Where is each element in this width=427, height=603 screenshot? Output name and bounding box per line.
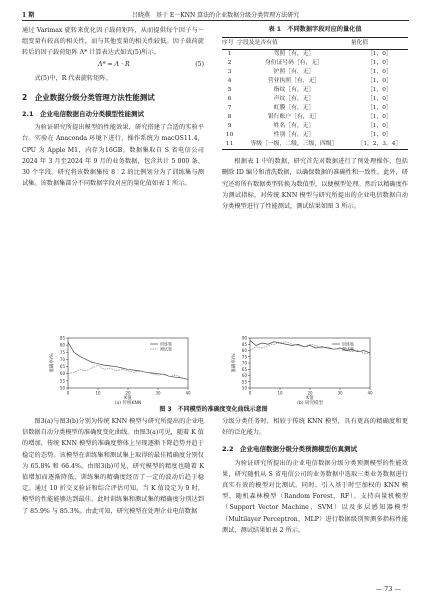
right-column-top xyxy=(222,24,408,212)
table-cell: 银行账户［有，无］ xyxy=(267,114,321,121)
paragraph: 分级分类任务时，相较于传统 KNN 模型，具有更高的精确度和更好的泛化能力。 xyxy=(222,418,408,437)
paragraph: 图3(a)与图3(b)分别为传统 KNN 模型与研究所提出的企业电信数据自动分类模型的准确度变化曲线。由图3(a)可见，随着 K 值的增加，传统 KNN 模型的准确度整体上呈现逐渐下降趋势并趋于稳定的态势。该模型在训练集和测试集上取得的最佳精确度分别仅为 65.8% 和 66.4%。由图3(b)可见，研究模型的精度也随着 K 值增加而逐渐降低，训练集的精确度经历了一定的波动后趋于稳定。通过 10 折交叉验证和综合评估可知，当 K 值设定为 9 时，模型的性能能够达到最佳。此时训练集和测试集的精确度分别达到了 85.9% 与 85.3%。由此可知，研究模型在处理企业电信数据 xyxy=(22,418,204,515)
y-axis-label: 准确率/% xyxy=(232,353,237,373)
y-tick-label: 70 xyxy=(241,360,247,366)
legend-label: 训练集 xyxy=(160,341,172,347)
right-column-bottom xyxy=(222,416,408,536)
table-cell: 营业执照［有，无］ xyxy=(267,78,321,85)
paragraph: 通过 Varimax 旋转来优化因子载荷矩阵，从而提供每个因子与一组变量有较高的相关性，而与其他变量的相关性较低。因子载荷旋转后的因子载荷矩阵 Λ* 计算表达式如式(5)所示。 xyxy=(22,27,204,57)
table-cell: 3 xyxy=(227,69,232,76)
y-tick-label: 55 xyxy=(59,378,65,384)
x-tick-label: 10 xyxy=(95,390,101,396)
subfigure-label: (a) 传统KNN xyxy=(114,401,142,406)
y-tick-label: 50 xyxy=(241,385,247,391)
table-cell: 性别［有，无］ xyxy=(273,132,315,139)
legend-label: 训练集 xyxy=(342,341,354,347)
quantization-table xyxy=(222,37,408,150)
series-line-test xyxy=(68,365,188,379)
table-cell: ［1，0］ xyxy=(367,78,392,85)
table-header: 量化值 xyxy=(351,38,408,50)
table-cell: 5 xyxy=(227,87,232,94)
equation-5 xyxy=(22,59,204,73)
legend-label: 测试集 xyxy=(160,346,172,352)
table-cell: ［1，2，3，4］ xyxy=(351,140,408,150)
figure-3-svg xyxy=(40,334,390,406)
table-cell: 9 xyxy=(227,123,232,130)
x-tick-label: 40 xyxy=(185,390,191,396)
y-tick-label: 65 xyxy=(59,364,65,370)
table-cell: ［1，0］ xyxy=(367,69,392,76)
y-axis-label: 准确率/% xyxy=(50,353,55,373)
table-cell: ［1，0］ xyxy=(367,132,392,139)
table-cell: 身份证号码［有，无］ xyxy=(264,60,323,67)
y-tick-label: 90 xyxy=(241,335,247,341)
table-cell: 指纹［有，无］ xyxy=(273,87,315,94)
section-heading: 2 企业数据分级分类管理方法性能测试 xyxy=(22,92,155,102)
table-cell: ［1，0］ xyxy=(367,60,392,67)
equation-number: (5) xyxy=(195,60,204,68)
table-cell: 等级［一级，二级，三级，四级］ xyxy=(237,140,351,150)
table-header: 字段及是否有值 xyxy=(237,38,351,50)
issue-number: 1 期 xyxy=(22,12,35,19)
x-tick-label: 0 xyxy=(66,390,70,396)
table-row xyxy=(222,95,408,104)
table-row xyxy=(222,77,408,86)
table-cell: 4 xyxy=(227,78,232,85)
table-row xyxy=(222,131,408,140)
x-tick-label: 20 xyxy=(307,390,313,396)
y-tick-label: 70 xyxy=(59,356,65,362)
table-cell: 10 xyxy=(225,132,234,139)
table-cell: 6 xyxy=(227,96,232,103)
x-tick-label: 10 xyxy=(277,390,283,396)
page-number: — 73 — xyxy=(375,585,401,593)
table-cell: ［1，0］ xyxy=(367,114,392,121)
table-cell: 11 xyxy=(222,140,237,150)
x-tick-label: 40 xyxy=(367,390,373,396)
table-cell: 姓名［有，无］ xyxy=(273,123,315,130)
x-tick-label: 0 xyxy=(248,390,252,396)
table-row xyxy=(222,86,408,95)
table-cell: 7 xyxy=(227,105,232,112)
table-cell: 8 xyxy=(227,114,232,121)
y-tick-label: 75 xyxy=(59,349,65,355)
y-tick-label: 75 xyxy=(241,354,247,360)
table-row xyxy=(222,122,408,131)
y-tick-label: 80 xyxy=(59,342,65,348)
table-row xyxy=(222,68,408,77)
running-title: 吕晓燕 基于 E－KNN 算法的企业数据分级分类管理方法研究 xyxy=(132,12,300,19)
y-tick-label: 85 xyxy=(59,335,65,341)
table-cell: ［1，0］ xyxy=(367,51,392,58)
table-row xyxy=(222,50,408,60)
equation-body: Λ* = Λ · R xyxy=(98,60,130,68)
x-tick-label: 30 xyxy=(337,390,343,396)
left-column-bottom xyxy=(22,416,204,517)
left-column-top xyxy=(22,25,204,189)
x-tick-label: 20 xyxy=(125,390,131,396)
table-cell: 虹膜［有，无］ xyxy=(273,105,315,112)
table-row xyxy=(222,104,408,113)
y-tick-label: 55 xyxy=(241,379,247,385)
y-tick-label: 65 xyxy=(241,366,247,372)
y-tick-label: 60 xyxy=(59,371,65,377)
x-tick-label: 30 xyxy=(155,390,161,396)
running-header xyxy=(22,8,409,21)
table-cell: ［1，0］ xyxy=(367,87,392,94)
table-title: 表 1 不同数据字段对应的量化值 xyxy=(268,26,362,33)
y-tick-label: 50 xyxy=(59,385,65,391)
table-row xyxy=(222,59,408,68)
table-cell: ［1，0］ xyxy=(367,96,392,103)
legend-label: 测试集 xyxy=(342,346,354,352)
subsection-heading: 2.2 企业电信数据分级分类预测模型仿真测试 xyxy=(222,445,358,454)
table-row xyxy=(222,140,408,150)
table-cell: 声纹［有，无］ xyxy=(273,96,315,103)
table-cell: ［1，0］ xyxy=(367,105,392,112)
figure-caption: 图 3 不同模型的准确度变化曲线示意图 xyxy=(159,406,268,413)
table-cell: 1 xyxy=(227,51,232,58)
paragraph: 式(5)中，R 代表旋转矩阵。 xyxy=(34,74,112,82)
table-row xyxy=(222,113,408,122)
table-cell: 驾照［有，无］ xyxy=(273,51,315,58)
x-axis-label: K值 xyxy=(124,396,132,401)
paragraph: 根据表 1 中的数据，研究首先对数据进行了预处理操作，包括删除 ID 编号和清洗数据，以确保数据的准确性和一致性。此外，研究还将所有数据类型转换为数值型，以便模型处理。然后以精确度作为测试指标，对传统 KNN 模型与研究所提出的企业电信数据自动分类模型进行了性能测试，测试结果如图 3 所示。 xyxy=(222,158,408,211)
subsection-heading: 2.1 企业电信数据自动分类模型性能测试 xyxy=(22,110,145,119)
paragraph: 为验证研究所提出的企业电信数据分级分类预测模型的性能效果，研究随机从 S 省电信公司的业务数据中选取三类业务数据进行真实有效的模型对比测试。同时，引入基于时空加权的 KNN 模型、随机森林模型（Random Forest，RF）、支持向量机模型（Support Vector Machine，SVM）以及多层感知器模型（Multilayer Perceptron，MLP）进行数据级别预测多指标性能测试，测试结果如表 2 所示。 xyxy=(222,459,408,534)
y-tick-label: 60 xyxy=(241,373,247,378)
y-tick-label: 85 xyxy=(241,341,247,347)
subfigure-label: (b) 研究模型 xyxy=(297,401,323,406)
table-cell: 2 xyxy=(227,60,232,67)
table-header: 序号 xyxy=(222,38,237,50)
table-cell: ［1，0］ xyxy=(367,123,392,130)
y-tick-label: 80 xyxy=(241,348,247,353)
x-axis-label: K值 xyxy=(306,396,314,401)
paragraph: 为验证研究所提出模型的性能效果，研究搭建了合适的实验平台。实验在 Anaconda 环境下进行，操作系统为 macOS11.4，CPU 为 Apple M1，内存为16GB。数据集取自 S 省电信公司 2024 年 3 月至2024 年 9 月的业务数据，包含共计 5 000 条、30 个字段。研究将该数据集按 8∶2 的比例划分为了训练集与测试集。该数据集部分不同数据字段对应的量化值如表 1 所示。 xyxy=(22,124,204,188)
table-cell: 护照［有，无］ xyxy=(273,69,315,76)
